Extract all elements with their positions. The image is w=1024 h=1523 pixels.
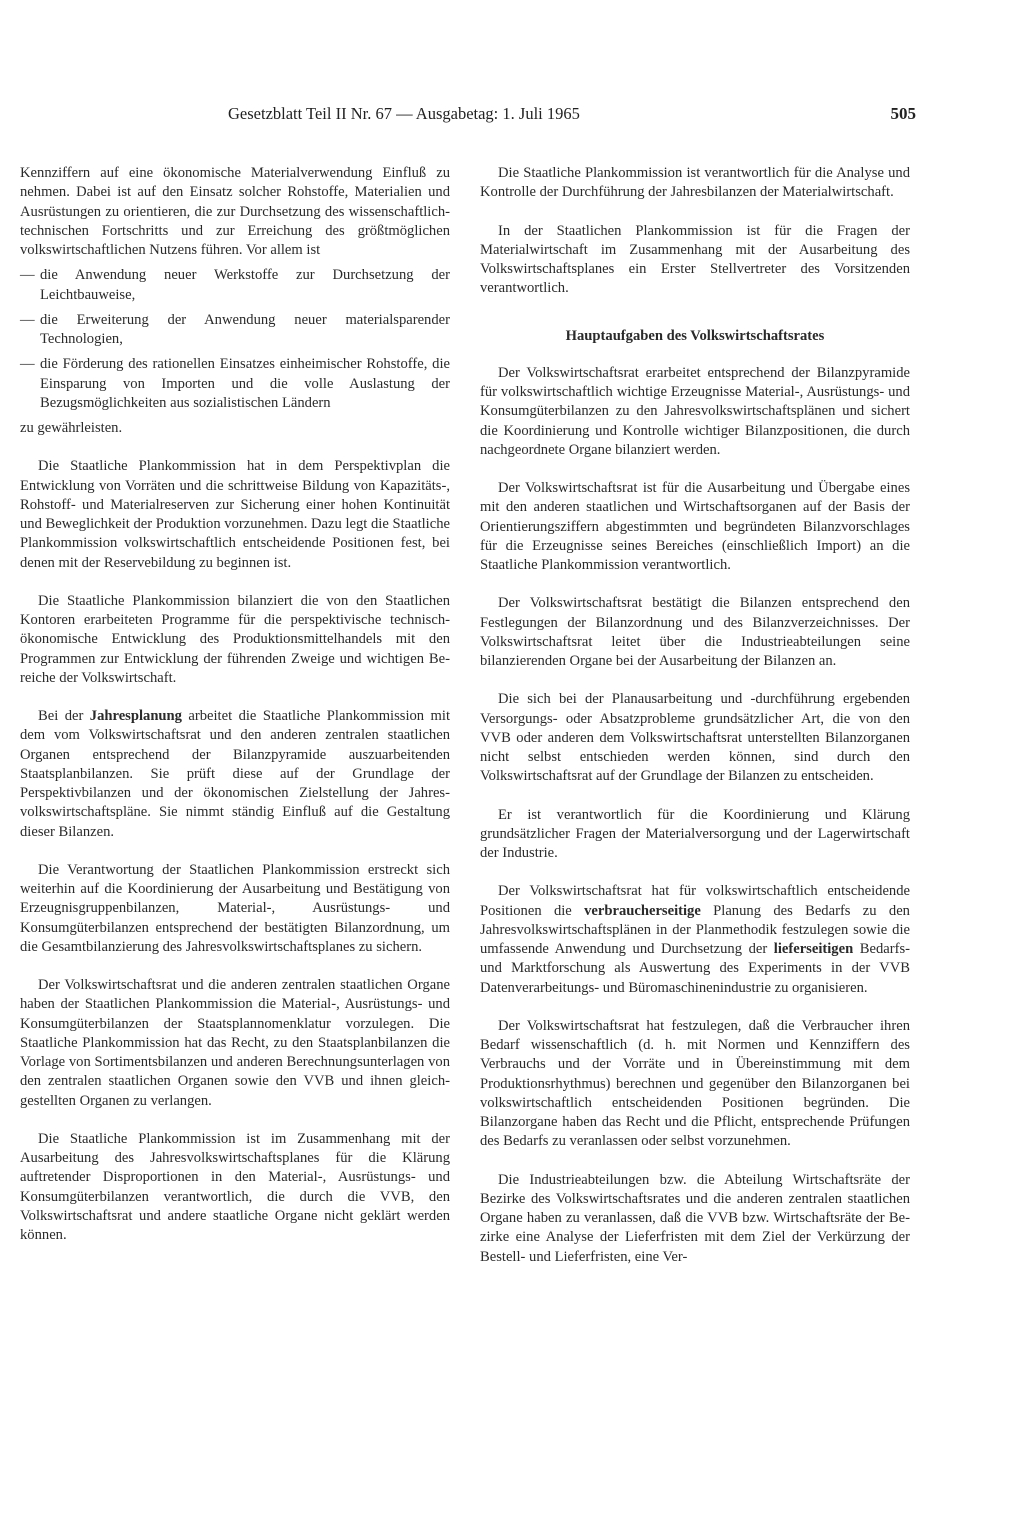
paragraph: Der Volkswirtschaftsrat hat festzulegen, daß die Verbraucher ihren Bedarf wissenschaftlich (d. h. mit Normen und Kennziffern des Verbrauchs und der Vorräte und in Übereinstimmung mit dem Produktionsrhythmus) berechnen und gegenüber den Bilanzorganen bei volkswirtschaftlich entscheidenden Positionen begründen. Die Bilanzorgane haben das Recht und die Pflicht, entsprechende Prüfungen des Bedarfs zu veranlassen oder selbst vorzunehmen. [480, 1017, 910, 1150]
list-item: — die Anwendung neuer Werkstoffe zur Durchsetzung der Leichtbauweise, [20, 266, 450, 305]
paragraph: Die sich bei der Planausarbeitung und -durchführung ergebenden Versorgungs- oder Absatzprobleme grundsätzlicher Art, die von den VVB oder anderen dem Volkswirtschaftsrat unterstellten Bilanzorganen nicht selbst entschieden werden können, sind durch den Volkswirtschaftsrat auf der Grundlage der Bilanzen zu entscheiden. [480, 691, 910, 785]
paragraph: zu gewährleisten. [20, 420, 123, 436]
bold-term: Jahresplanung [89, 708, 182, 724]
header-title: Gesetzblatt Teil II Nr. 67 — Ausgabetag: 1. Juli 1965 [228, 104, 580, 123]
paragraph: Der Volkswirtschaftsrat erarbeitet entsprechend der Bilanzpyramide für volkswirtschaftlich wichtige Erzeugnisse Material-, Ausrüstungs- und Konsumgüterbilanzen zu den Jahresvolkswirtschaftsplänen und sichert die Koordinierung und Kontrolle wichtiger Bilanzpositionen, die durch nachgeordnete Organe bilanziert werden. [480, 364, 910, 458]
paragraph: Der Volkswirtschaftsrat bestätigt die Bilanzen entsprechend den Festlegungen der Bilanzordnung und des Bilanzverzeichnisses. Der Volkswirtschaftsrat leitet über die Industrieabteilungen seine bilanzierenden Organe bei der Ausarbeitung der Bilanzen an. [480, 595, 910, 669]
text-run: arbeitet die Staatliche Plankommission mit dem vom Volkswirtschaftsrat und den anderen zentralen staatlichen Organen entsprechend der Bilanzpyramide auszuarbeitenden Staatsplanbilanzen. Sie prüft diese auf der Grundlage der Perspektivbilanzen und der ökonomischen Zielstellung der Jahresvolkswirtschaftspläne. Sie nimmt ständig Einfluß auf die Gestaltung dieser Bilanzen. [20, 708, 450, 840]
paragraph: Die Staatliche Plankommission hat in dem Perspektivplan die Entwicklung von Vorräten und die schrittweise Bildung von Kapazitäts-, Rohstoff- und Materialreserven zur Sicherung einer hohen Kontinuität und Beweglichkeit der Produktion vorzunehmen. Dazu legt die Staatliche Plankommission volkswirtschaftlich entscheidende Positionen fest, bei denen mit der Reservebildung zu beginnen ist. [20, 458, 450, 571]
text-run: Planung des Bedarfs zu den Jahresvolkswirtschaftsplänen in der Planmethodik festzulegen sowie die umfassende Anwendung und Durchsetzung der [480, 902, 910, 957]
paragraph [480, 882, 910, 998]
dash-list [20, 266, 450, 413]
paragraph [20, 707, 450, 842]
paragraph: Kennziffern auf eine ökonomische Materialverwendung Einfluß zu nehmen. Dabei ist auf den Einsatz solcher Rohstoffe, Materialien und Ausrüstungen zu orientieren, die zur Durchsetzung des wissenschaftlich-technischen Fortschritts und zur Erreichung des größtmöglichen volkswirtschaftlichen Nutzens führen. Vor allem ist [20, 165, 450, 258]
section-heading: Hauptaufgaben des Volkswirtschaftsrates [565, 327, 825, 344]
list-item: — die Erweiterung der Anwendung neuer materialsparender Technologien, [20, 311, 450, 350]
paragraph: Die Staatliche Plankommission ist im Zusammenhang mit der Ausarbeitung des Jahresvolkswirtschaftsplanes für die Klärung auftretender Disproportionen in den Material-, Ausrüstungs- und Konsumgüterbilanzen verantwortlich, die durch die VVB, den Volkswirtschaftsrat und andere staatliche Organe nicht geklärt werden können. [20, 1130, 450, 1243]
paragraph: Die Verantwortung der Staatlichen Plankommission erstreckt sich weiterhin auf die Koordinierung der Ausarbeitung und Bestätigung von Erzeugnisgruppenbilanzen, Material-, Ausrüstungs- und Konsumgüterbilanzen entsprechend der bestätigten Bilanzordnung, um die Gesamtbilanzierung des Jahresvolkswirtschaftsplanes zu sichern. [20, 861, 450, 955]
left-column [20, 164, 450, 1264]
text-run: Bedarfs- und Marktforschung als Auswertung des Experiments in der VVB Datenverarbeitungs- und Büromaschinenindustrie zu organisieren. [480, 941, 910, 996]
page-header [228, 104, 916, 124]
paragraph: Die Staatliche Plankommission ist verantwortlich für die Analyse und Kontrolle der Durchführung der Jahresbilanzen der Materialwirtschaft. [480, 165, 910, 201]
paragraph: Der Volkswirtschaftsrat und die anderen zentralen staatlichen Organe haben der Staatlichen Plankommission die Material-, Ausrüstungs- und Konsumgüterbilanzen der Staatsplannomenklatur vorzulegen. Die Staatliche Plankommission hat das Recht, zu den Staatsplanbilanzen die Vorlage von Sortimentsbilanzen und anderen Berechnungsunterlagen von den zentralen staatlichen Organen sowie den VVB und ihnen gleichgestellten Organen zu verlangen. [20, 977, 450, 1109]
paragraph: Er ist verantwortlich für die Koordinierung und Klärung grundsätzlicher Fragen der Materialversorgung und der Lagerwirtschaft der Industrie. [480, 806, 910, 861]
paragraph: Die Staatliche Plankommission bilanziert die von den Staatlichen Kontoren erarbeiteten Programme für die perspektivische technisch-ökonomische Entwicklung des Produktionsmittelhandels mit den Programmen zur Entwicklung der führenden Zweige und wichtigen Bereiche der Volkswirtschaft. [20, 592, 450, 686]
text-run: Bei der [38, 708, 90, 724]
right-column [480, 164, 910, 1286]
text-run: Der Volkswirtschaftsrat hat für volkswirtschaftlich entscheidende Positionen die [480, 883, 910, 919]
bold-term: verbraucherseitige [584, 902, 701, 919]
bold-term: lieferseitigen [773, 941, 854, 957]
page-number: 505 [890, 104, 916, 123]
paragraph: Die Industrieabteilungen bzw. die Abteilung Wirtschaftsräte der Bezirke des Volkswirtschaftsrates und die anderen zentralen staatlichen Organe haben zu veranlassen, daß die VVB bzw. Wirtschaftsräte der Bezirke eine Analyse der Lieferfristen mit dem Ziel der Verkürzung der Bestell- und Lieferfristen, eine Ver- [480, 1171, 910, 1265]
list-item: — die Förderung des rationellen Einsatzes einheimischer Rohstoffe, die Einsparung von Importen und die volle Auslastung der Bezugsmöglichkeiten aus sozialistischen Ländern [20, 355, 450, 413]
paragraph: Der Volkswirtschaftsrat ist für die Ausarbeitung und Übergabe eines mit den anderen staatlichen und Wirtschaftsorganen auf der Basis der Orientierungsziffern abgestimmten und begründeten Bilanzvorschlages für die Erzeugnisse seines Bereiches (einschließlich Import) an die Staatliche Plankommission verantwortlich. [480, 480, 910, 573]
paragraph: In der Staatlichen Plankommission ist für die Fragen der Materialwirtschaft im Zusammenhang mit der Ausarbeitung des Volkswirtschaftsplanes ein Erster Stellvertreter des Vorsitzenden verantwortlich. [480, 222, 910, 297]
